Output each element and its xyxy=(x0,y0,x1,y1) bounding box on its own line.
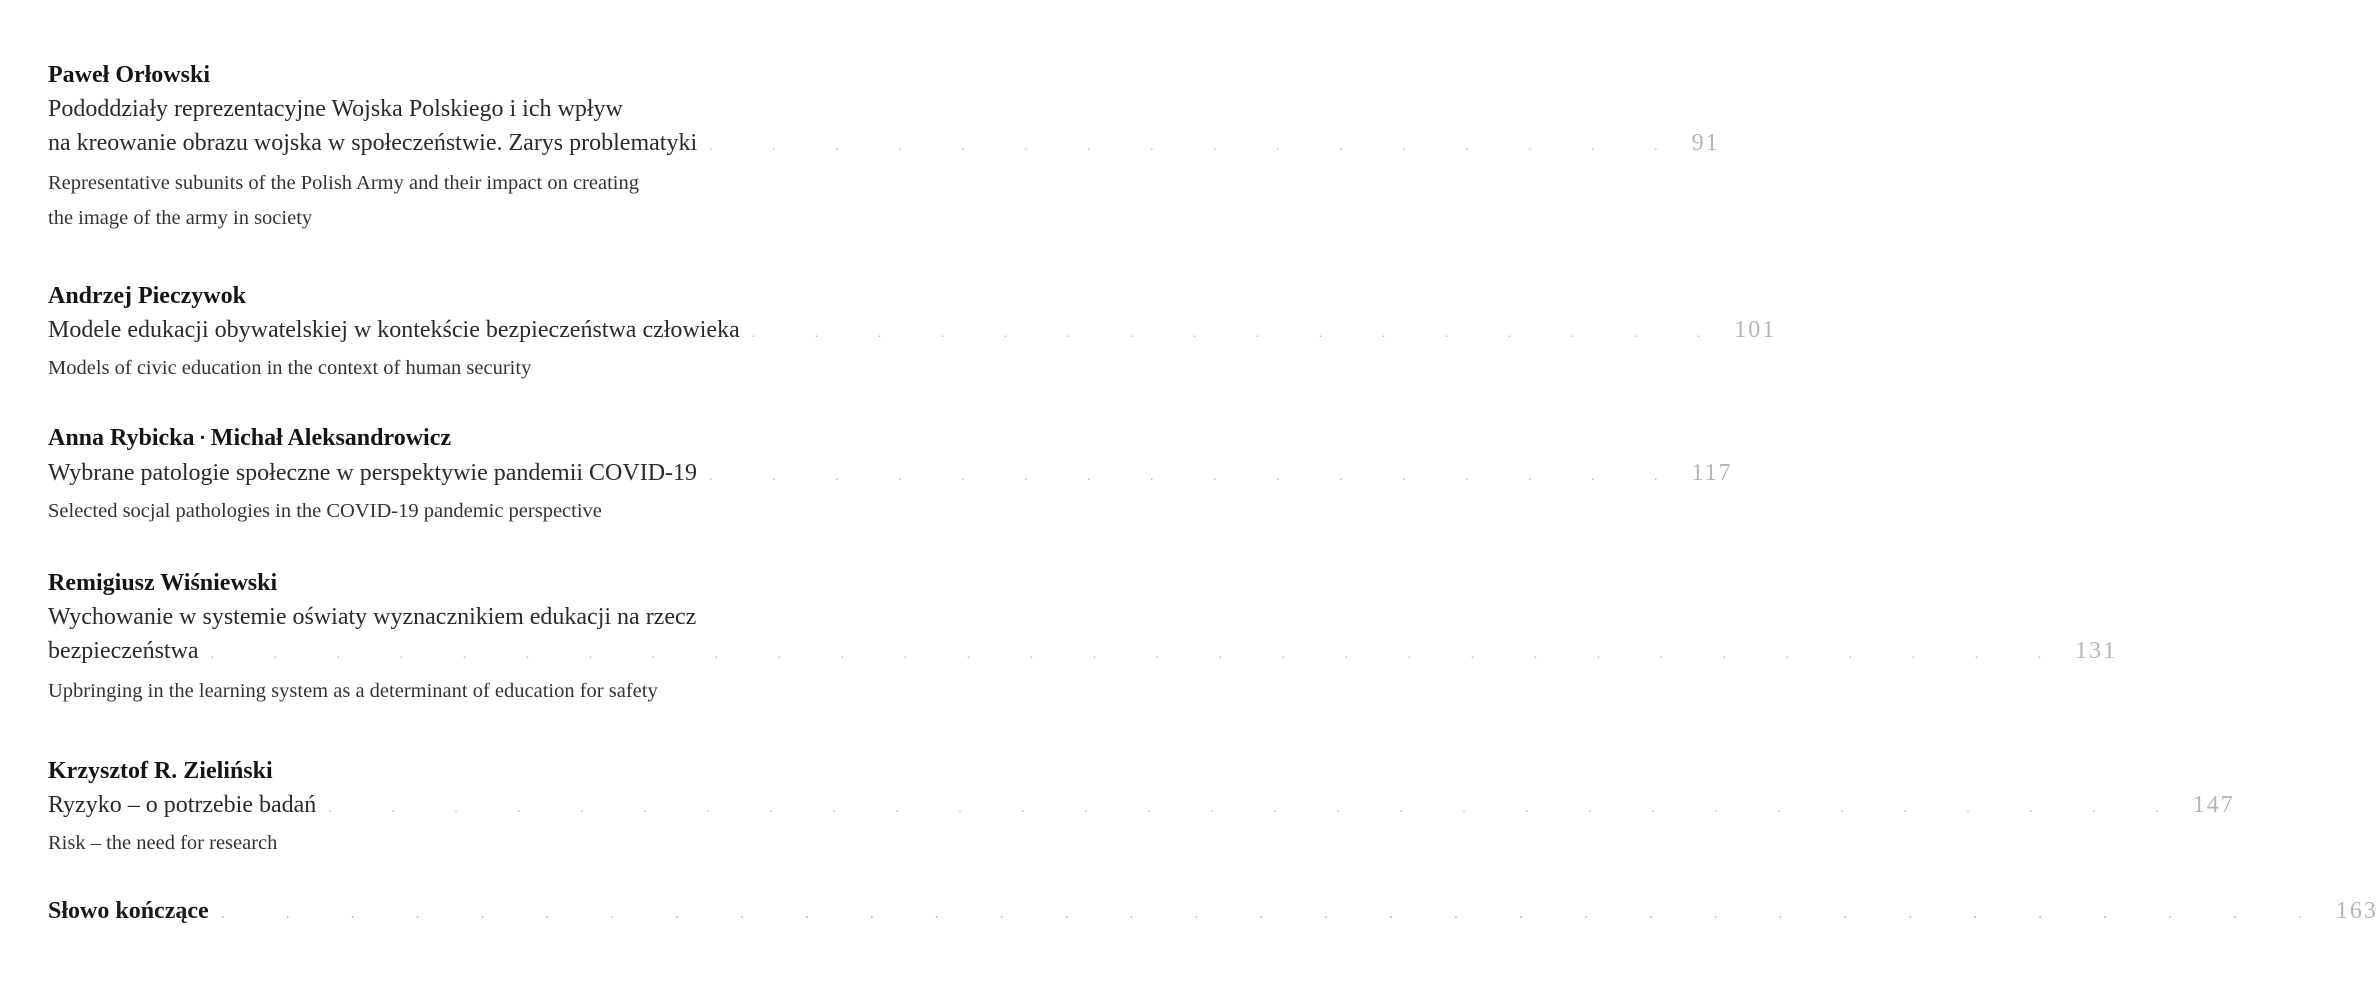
dot-leader: . . . . . . . . . . . . . . . . xyxy=(709,139,1686,154)
entry-page-number[interactable]: 131 xyxy=(2075,638,2118,664)
entry-translation: Models of civic education in the context of human security xyxy=(48,357,532,379)
entry-author: Remigiusz Wiśniewski xyxy=(48,570,278,596)
entry-page-number[interactable]: 147 xyxy=(2192,792,2235,818)
dot-leader: . . . . . . . . . . . . . . . . . . . . . . . . . . . . . . xyxy=(328,801,2187,816)
table-of-contents xyxy=(48,0,2378,998)
toc-entry xyxy=(48,58,1720,236)
dot-leader: . . . . . . . . . . . . . . . . . . . . . . . . . . . . . . . . . xyxy=(220,906,2330,922)
entry-page-number[interactable]: 101 xyxy=(1734,317,1777,343)
entry-page-number[interactable]: 91 xyxy=(1691,130,1720,156)
author-separator-icon: ▪ xyxy=(200,430,205,445)
entry-translation: Upbringing in the learning system as a determinant of education for safety xyxy=(48,680,658,702)
entry-author: Andrzej Pieczywok xyxy=(48,283,246,309)
dot-leader: . . . . . . . . . . . . . . . . . . . . . . . . . . . . . . xyxy=(210,647,2070,662)
dot-leader: . . . . . . . . . . . . . . . . xyxy=(751,326,1729,341)
toc-entry-closing xyxy=(48,898,2378,925)
entry-author: Krzysztof R. Zieliński xyxy=(48,758,273,784)
entry-title-line: Ryzyko – o potrzebie badań xyxy=(48,792,317,818)
entry-author: Michał Aleksandrowicz xyxy=(210,425,452,451)
entry-title-line: Modele edukacji obywatelskiej w kontekście bezpieczeństwa człowieka xyxy=(48,317,740,343)
toc-entry xyxy=(48,279,1777,386)
closing-title: Słowo kończące xyxy=(48,898,209,924)
entry-title-line: na kreowanie obrazu wojska w społeczeństwie. Zarys problematyki xyxy=(48,130,698,156)
entry-translation: Risk – the need for research xyxy=(48,832,278,854)
entry-title-line: bezpieczeństwa xyxy=(48,638,199,664)
entry-translation: Representative subunits of the Polish Army and their impact on creating xyxy=(48,172,639,194)
closing-page-number[interactable]: 163 xyxy=(2335,898,2378,924)
entry-page-number[interactable]: 117 xyxy=(1691,460,1733,487)
entry-author: Paweł Orłowski xyxy=(48,62,210,88)
toc-entry xyxy=(48,421,1733,529)
entry-title-line: Wybrane patologie społeczne w perspektywie pandemii COVID-19 xyxy=(48,460,698,487)
entry-translation: the image of the army in society xyxy=(48,207,313,229)
entry-title-line: Pododdziały reprezentacyjne Wojska Polskiego i ich wpływ xyxy=(48,96,623,122)
entry-author: Anna Rybicka xyxy=(48,425,195,451)
dot-leader: . . . . . . . . . . . . . . . . xyxy=(709,469,1686,485)
entry-translation: Selected socjal pathologies in the COVID-19 pandemic perspective xyxy=(48,500,602,523)
entry-title-line: Wychowanie w systemie oświaty wyznacznikiem edukacji na rzecz xyxy=(48,604,697,630)
toc-entry xyxy=(48,754,2235,861)
toc-entry xyxy=(48,566,2118,709)
entry-authors xyxy=(48,421,952,456)
